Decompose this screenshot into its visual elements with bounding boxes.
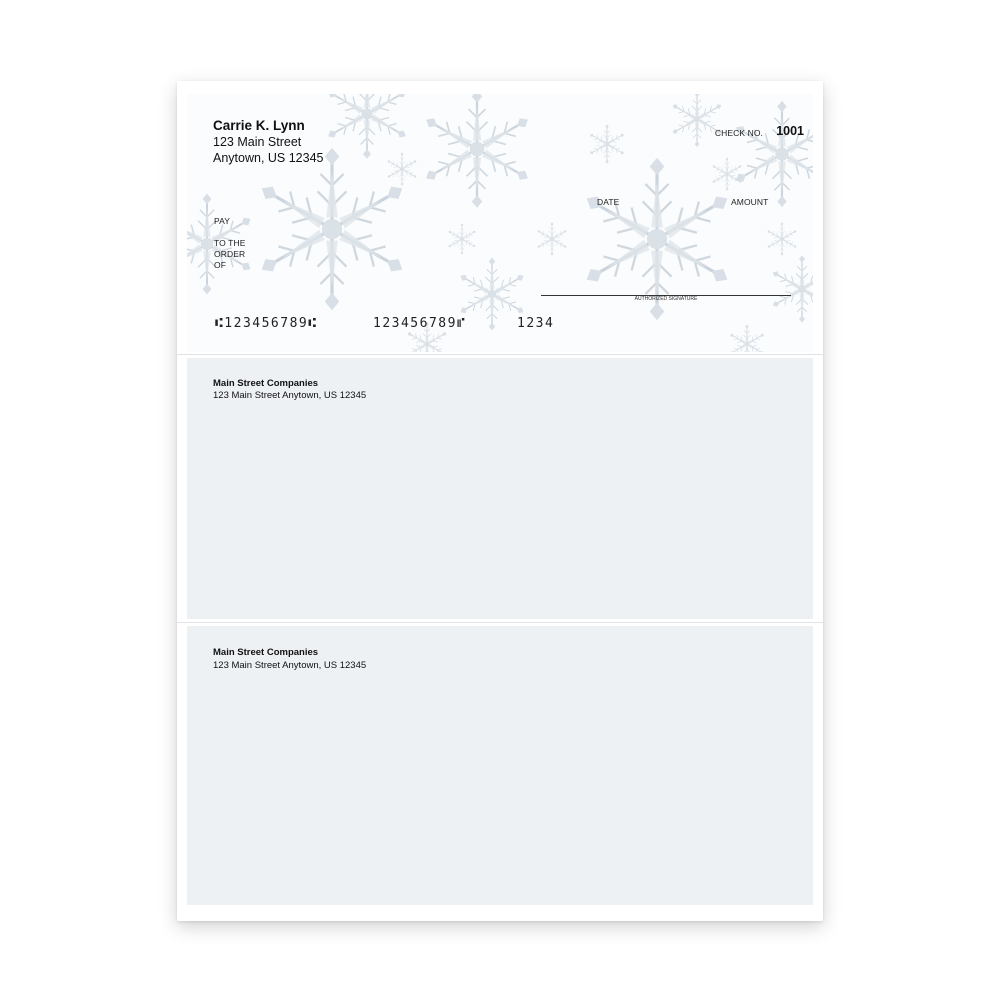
- account-holder-name: Carrie K. Lynn: [213, 118, 305, 133]
- voucher-stub-1: [187, 358, 813, 619]
- stub-company-name: Main Street Companies: [213, 647, 319, 658]
- of-label: OF: [214, 260, 227, 270]
- stub-company-address: 123 Main Street Anytown, US 12345: [213, 390, 367, 401]
- stub-company-name: Main Street Companies: [213, 378, 319, 389]
- check-face: [187, 94, 813, 352]
- account-holder-street: 123 Main Street: [213, 135, 302, 149]
- check-sheet: [177, 81, 823, 921]
- to-the-label: TO THE: [214, 238, 246, 248]
- micr-routing-number: ⑆123456789⑆: [215, 316, 318, 331]
- amount-label: AMOUNT: [731, 197, 769, 207]
- stub-company-address: 123 Main Street Anytown, US 12345: [213, 660, 367, 671]
- micr-check-number: 1234: [517, 316, 555, 331]
- pay-label: PAY: [214, 216, 231, 226]
- perforation-line: [177, 354, 823, 355]
- check-number: 1001: [776, 124, 804, 138]
- signature-label: AUTHORIZED SIGNATURE: [634, 296, 698, 302]
- date-label: DATE: [597, 197, 620, 207]
- account-holder-city: Anytown, US 12345: [213, 151, 324, 165]
- voucher-stub-2: [187, 626, 813, 905]
- check-number-label: CHECK NO.: [714, 128, 763, 138]
- order-label: ORDER: [214, 249, 246, 259]
- perforation-line: [177, 622, 823, 623]
- micr-account-number: 123456789⑈: [373, 316, 467, 331]
